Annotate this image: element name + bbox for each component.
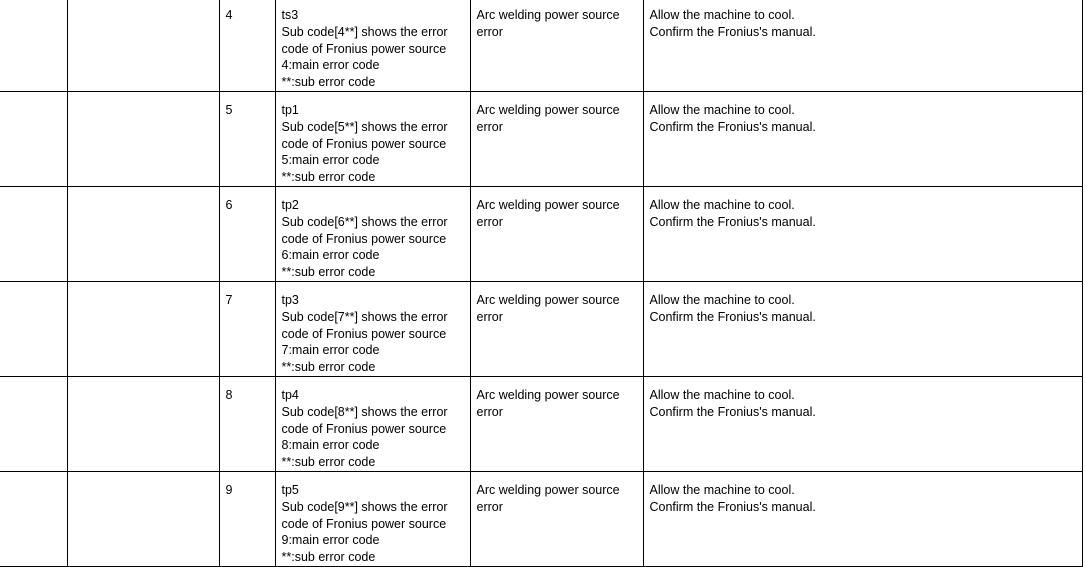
- cause-text: [471, 282, 643, 326]
- cause-line: Arc welding power source: [476, 292, 620, 307]
- remedy-line: Allow the machine to cool.: [649, 102, 795, 117]
- remedy-text: [644, 187, 1082, 231]
- error-number-cell: [219, 91, 275, 186]
- remedy-text: [644, 377, 1082, 421]
- error-code-line: code of Fronius power source: [281, 516, 447, 531]
- error-code-cell: [275, 376, 470, 471]
- table-row: [0, 91, 1082, 186]
- cause-line: error: [476, 404, 503, 419]
- error-number-cell: [219, 186, 275, 281]
- error-number: 9: [225, 482, 233, 497]
- error-code-text: [276, 282, 470, 376]
- error-code-line: Sub code[8**] shows the error: [281, 404, 448, 419]
- remedy-line: Confirm the Fronius's manual.: [649, 214, 816, 229]
- cause-cell: [470, 0, 643, 91]
- error-code-line: Sub code[5**] shows the error: [281, 119, 448, 134]
- table-row: [0, 186, 1082, 281]
- cause-line: error: [476, 499, 503, 514]
- cause-cell: [470, 376, 643, 471]
- error-code-text: [276, 472, 470, 566]
- remedy-cell: [643, 376, 1082, 471]
- error-number: 8: [225, 387, 233, 402]
- error-code-line: code of Fronius power source: [281, 136, 447, 151]
- blank-cell-group: [67, 91, 219, 186]
- error-number: 7: [225, 292, 233, 307]
- error-code-line: Sub code[9**] shows the error: [281, 499, 448, 514]
- cause-line: error: [476, 119, 503, 134]
- error-code-line: **:sub error code: [281, 75, 376, 90]
- error-code-line: **:sub error code: [281, 550, 376, 565]
- error-code-line: code of Fronius power source: [281, 326, 447, 341]
- error-code-line: code of Fronius power source: [281, 421, 447, 436]
- cause-cell: [470, 471, 643, 566]
- blank-cell-category: [0, 0, 67, 91]
- blank-cell-group: [67, 186, 219, 281]
- blank-cell-group: [67, 0, 219, 91]
- cause-line: Arc welding power source: [476, 387, 620, 402]
- error-code-line: 4:main error code: [281, 58, 380, 73]
- remedy-line: Allow the machine to cool.: [649, 292, 795, 307]
- cause-text: [471, 187, 643, 231]
- remedy-line: Confirm the Fronius's manual.: [649, 499, 816, 514]
- cause-text: [471, 92, 643, 136]
- remedy-line: Confirm the Fronius's manual.: [649, 309, 816, 324]
- blank-cell-category: [0, 376, 67, 471]
- remedy-text: [644, 472, 1082, 516]
- cause-line: error: [476, 214, 503, 229]
- remedy-cell: [643, 471, 1082, 566]
- error-number: 4: [225, 8, 233, 22]
- remedy-line: Allow the machine to cool.: [649, 197, 795, 212]
- cause-text: [471, 472, 643, 516]
- error-code-text: [276, 187, 470, 281]
- error-code-line: Sub code[4**] shows the error: [281, 24, 448, 39]
- remedy-cell: [643, 91, 1082, 186]
- table-row: [0, 471, 1082, 566]
- remedy-text: [644, 0, 1082, 41]
- error-code-cell: [275, 0, 470, 91]
- error-code-line: Sub code[7**] shows the error: [281, 309, 448, 324]
- cause-line: Arc welding power source: [476, 102, 620, 117]
- remedy-line: Confirm the Fronius's manual.: [649, 404, 816, 419]
- cause-cell: [470, 281, 643, 376]
- error-code-line: tp3: [281, 292, 299, 307]
- error-code-line: **:sub error code: [281, 360, 376, 375]
- remedy-text: [644, 282, 1082, 326]
- error-code-cell: [275, 91, 470, 186]
- error-code-text: [276, 377, 470, 471]
- cause-line: Arc welding power source: [476, 482, 620, 497]
- error-code-line: **:sub error code: [281, 265, 376, 280]
- error-code-line: 8:main error code: [281, 438, 380, 453]
- blank-cell-group: [67, 376, 219, 471]
- error-code-line: 7:main error code: [281, 343, 380, 358]
- error-code-line: ts3: [281, 8, 299, 22]
- error-code-line: tp1: [281, 102, 299, 117]
- blank-cell-category: [0, 186, 67, 281]
- table-row: [0, 281, 1082, 376]
- error-code-line: 6:main error code: [281, 248, 380, 263]
- cause-cell: [470, 186, 643, 281]
- cause-text: [471, 377, 643, 421]
- remedy-line: Allow the machine to cool.: [649, 8, 795, 22]
- cause-line: error: [476, 24, 503, 39]
- remedy-line: Confirm the Fronius's manual.: [649, 119, 816, 134]
- error-number: 6: [225, 197, 233, 212]
- error-code-text: [276, 92, 470, 186]
- remedy-line: Confirm the Fronius's manual.: [649, 24, 816, 39]
- error-code-line: 5:main error code: [281, 153, 380, 168]
- table-row: [0, 376, 1082, 471]
- error-number: 5: [225, 102, 233, 117]
- cause-line: Arc welding power source: [476, 197, 620, 212]
- error-code-line: code of Fronius power source: [281, 231, 447, 246]
- remedy-cell: [643, 186, 1082, 281]
- error-code-cell: [275, 471, 470, 566]
- remedy-cell: [643, 281, 1082, 376]
- cause-cell: [470, 91, 643, 186]
- error-code-line: Sub code[6**] shows the error: [281, 214, 448, 229]
- blank-cell-category: [0, 281, 67, 376]
- remedy-cell: [643, 0, 1082, 91]
- error-code-line: tp2: [281, 197, 299, 212]
- cause-text: [471, 0, 643, 41]
- cause-line: Arc welding power source: [476, 8, 620, 22]
- error-number-cell: [219, 376, 275, 471]
- error-number-cell: [219, 281, 275, 376]
- error-code-line: 9:main error code: [281, 533, 380, 548]
- blank-cell-category: [0, 471, 67, 566]
- error-code-line: tp5: [281, 482, 299, 497]
- blank-cell-category: [0, 91, 67, 186]
- blank-cell-group: [67, 281, 219, 376]
- error-code-cell: [275, 281, 470, 376]
- cause-line: error: [476, 309, 503, 324]
- error-code-text: [276, 0, 470, 91]
- remedy-line: Allow the machine to cool.: [649, 387, 795, 402]
- error-code-line: code of Fronius power source: [281, 41, 447, 56]
- error-number-cell: [219, 471, 275, 566]
- error-code-line: **:sub error code: [281, 455, 376, 470]
- error-code-line: tp4: [281, 387, 299, 402]
- blank-cell-group: [67, 471, 219, 566]
- error-code-line: **:sub error code: [281, 170, 376, 185]
- error-number-cell: [219, 0, 275, 91]
- table-row: [0, 0, 1082, 91]
- error-code-cell: [275, 186, 470, 281]
- remedy-line: Allow the machine to cool.: [649, 482, 795, 497]
- remedy-text: [644, 92, 1082, 136]
